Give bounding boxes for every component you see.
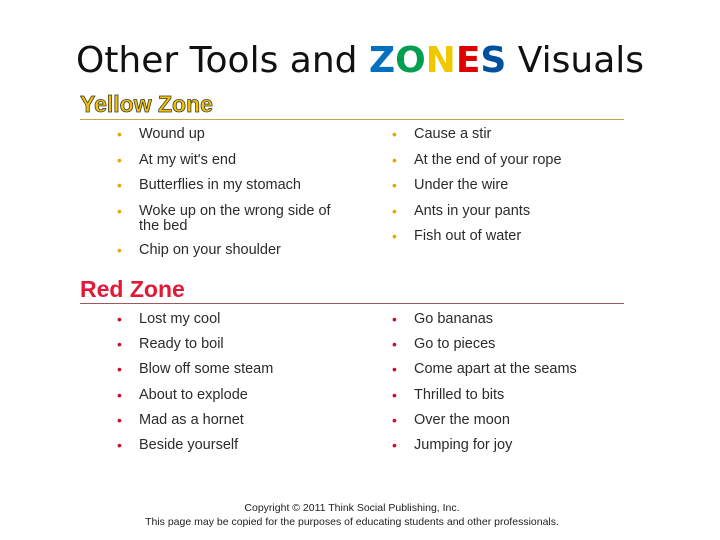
list-item: • Lost my cool — [116, 312, 346, 327]
zones-letter: E — [455, 40, 481, 81]
title-suffix: Visuals — [506, 40, 645, 81]
list-item: • Blow off some steam — [116, 362, 346, 377]
red-zone-divider — [80, 303, 624, 304]
zones-letter: N — [425, 40, 456, 81]
list-item: • Woke up on the wrong side of the bed — [116, 204, 346, 234]
list-item: • Beside yourself — [116, 438, 346, 453]
list-item: • Over the moon — [391, 413, 621, 428]
zones-letter: Z — [368, 40, 396, 81]
list-item: • About to explode — [116, 388, 346, 403]
list-item: • Wound up — [116, 127, 346, 142]
red-zone-heading: Red Zone — [80, 276, 185, 302]
list-item: • Go to pieces — [391, 337, 621, 352]
list-item: • Jumping for joy — [391, 438, 621, 453]
list-item: • Come apart at the seams — [391, 362, 621, 377]
yellow-zone-heading: Yellow Zone — [80, 91, 213, 117]
list-item: • Fish out of water — [391, 229, 621, 244]
list-item: • Under the wire — [391, 178, 621, 193]
red-zone-right-list — [391, 312, 621, 463]
list-item: • Ants in your pants — [391, 204, 621, 219]
copyright-line: Copyright © 2011 Think Social Publishing, Inc. — [244, 502, 460, 514]
yellow-zone-left-list — [116, 127, 346, 268]
list-item: • Mad as a hornet — [116, 413, 346, 428]
list-item: • Butterflies in my stomach — [116, 178, 346, 193]
title-prefix: Other Tools and — [75, 40, 369, 81]
copying-permission-line: This page may be copied for the purposes of educating students and other professionals. — [145, 516, 559, 528]
red-zone-left-list — [116, 312, 346, 463]
yellow-zone-divider — [80, 119, 624, 120]
list-item: • At my wit's end — [116, 153, 346, 168]
zones-letter: O — [395, 40, 426, 81]
slide-title — [0, 40, 720, 81]
list-item: • At the end of your rope — [391, 153, 621, 168]
list-item: • Ready to boil — [116, 337, 346, 352]
list-item: • Go bananas — [391, 312, 621, 327]
title-zones-word — [369, 40, 506, 81]
list-item: • Chip on your shoulder — [116, 243, 346, 258]
yellow-zone-right-list — [391, 127, 621, 255]
list-item: • Thrilled to bits — [391, 388, 621, 403]
list-item: • Cause a stir — [391, 127, 621, 142]
zones-letter: S — [480, 40, 507, 81]
